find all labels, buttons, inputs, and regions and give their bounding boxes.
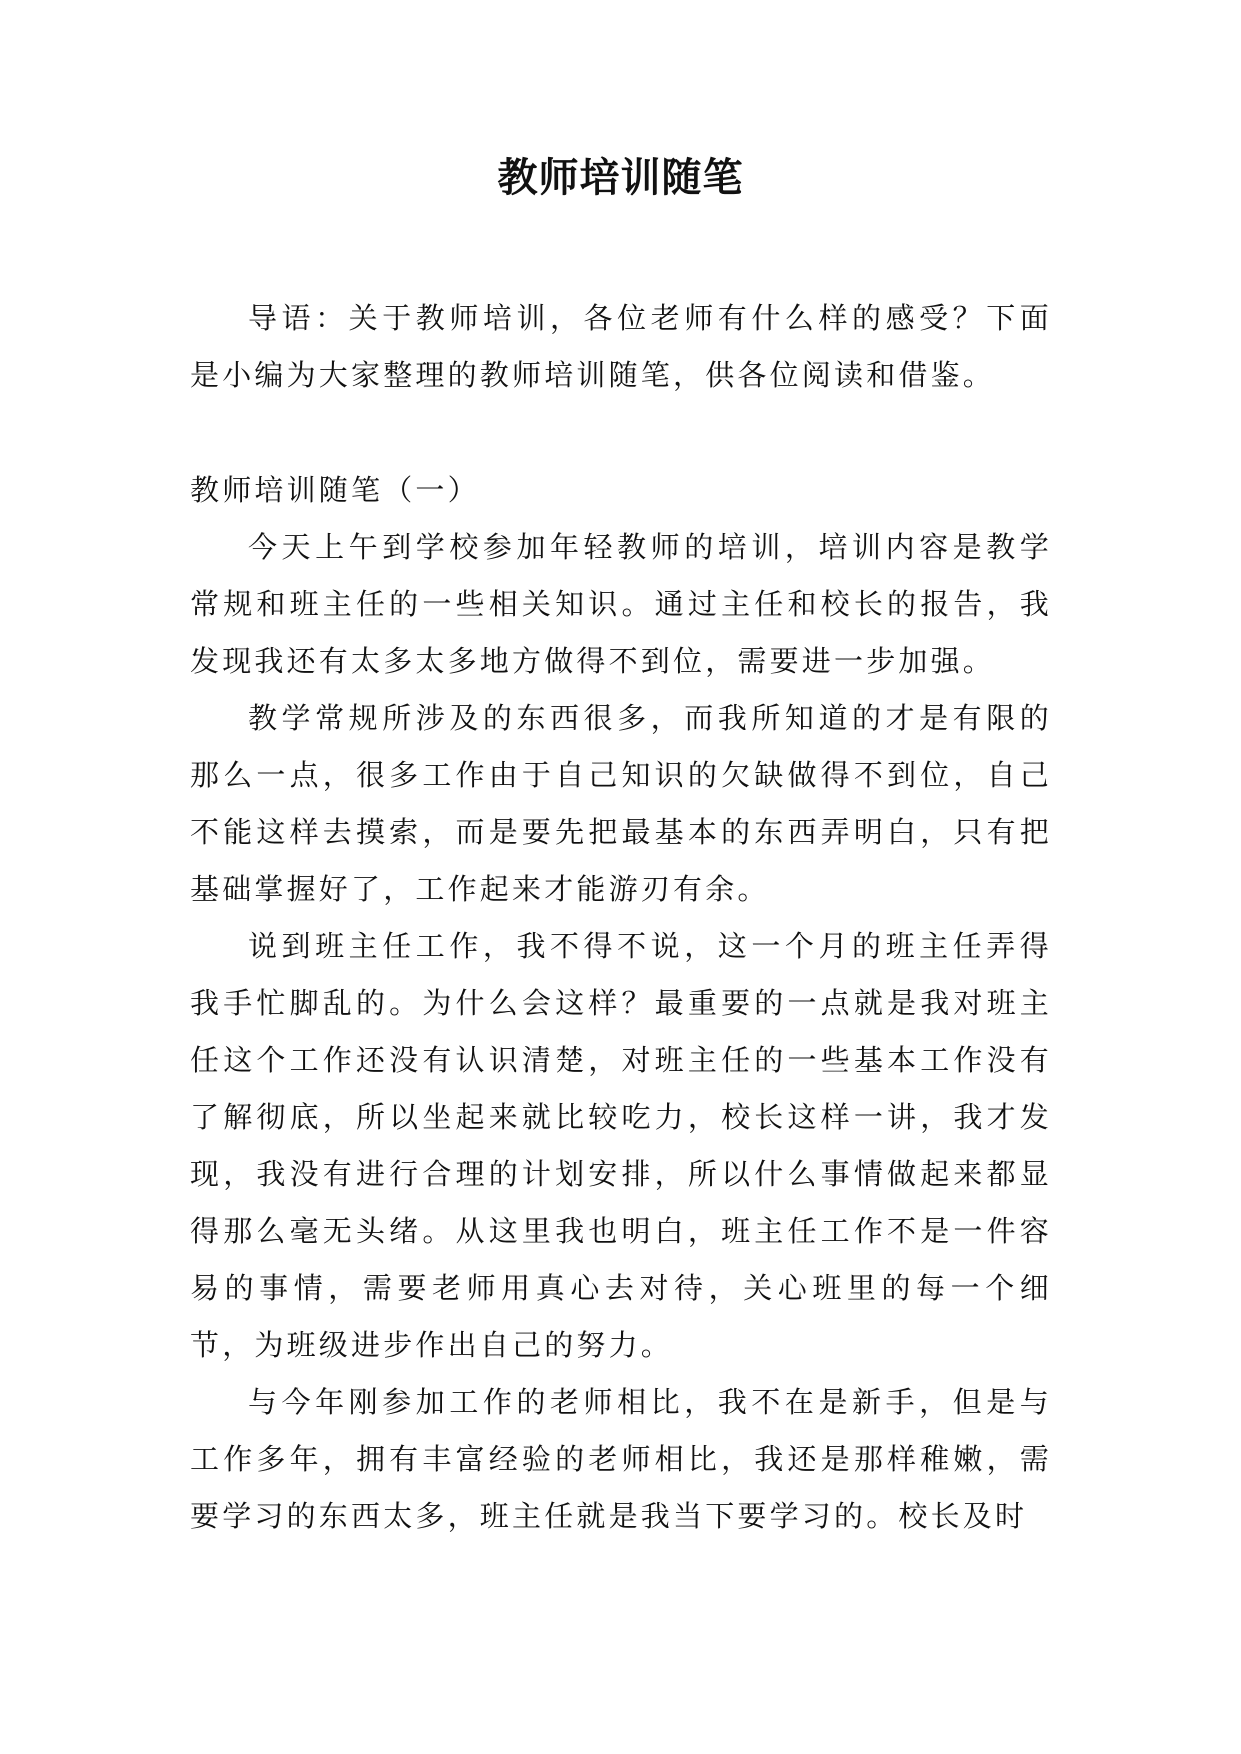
body-paragraph: 今天上午到学校参加年轻教师的培训，培训内容是教学常规和班主任的一些相关知识。通过主任和校长的报告，我发现我还有太多太多地方做得不到位，需要进一步加强。 xyxy=(190,530,1052,678)
section-one xyxy=(190,462,1052,1545)
document-title: 教师培训随笔 xyxy=(497,155,744,201)
body-paragraph: 说到班主任工作，我不得不说，这一个月的班主任弄得我手忙脚乱的。为什么会这样？最重要的一点就是我对班主任这个工作还没有认识清楚，对班主任的一些基本工作没有了解彻底，所以坐起来就比较吃力，校长这样一讲，我才发现，我没有进行合理的计划安排，所以什么事情做起来都显得那么毫无头绪。从这里我也明白，班主任工作不是一件容易的事情，需要老师用真心去对待，关心班里的每一个细节，为班级进步作出自己的努力。 xyxy=(190,929,1052,1362)
body-paragraph: 与今年刚参加工作的老师相比，我不在是新手，但是与工作多年，拥有丰富经验的老师相比，我还是那样稚嫩，需要学习的东西太多，班主任就是我当下要学习的。校长及时 xyxy=(190,1385,1052,1533)
intro-paragraph: 导语：关于教师培训，各位老师有什么样的感受？下面是小编为大家整理的教师培训随笔，供各位阅读和借鉴。 xyxy=(190,301,1052,392)
intro-block xyxy=(190,290,1052,404)
section-heading: 教师培训随笔（一） xyxy=(190,473,480,507)
body-paragraph: 教学常规所涉及的东西很多，而我所知道的才是有限的那么一点，很多工作由于自己知识的欠缺做得不到位，自己不能这样去摸索，而是要先把最基本的东西弄明白，只有把基础掌握好了，工作起来才能游刃有余。 xyxy=(190,701,1052,906)
